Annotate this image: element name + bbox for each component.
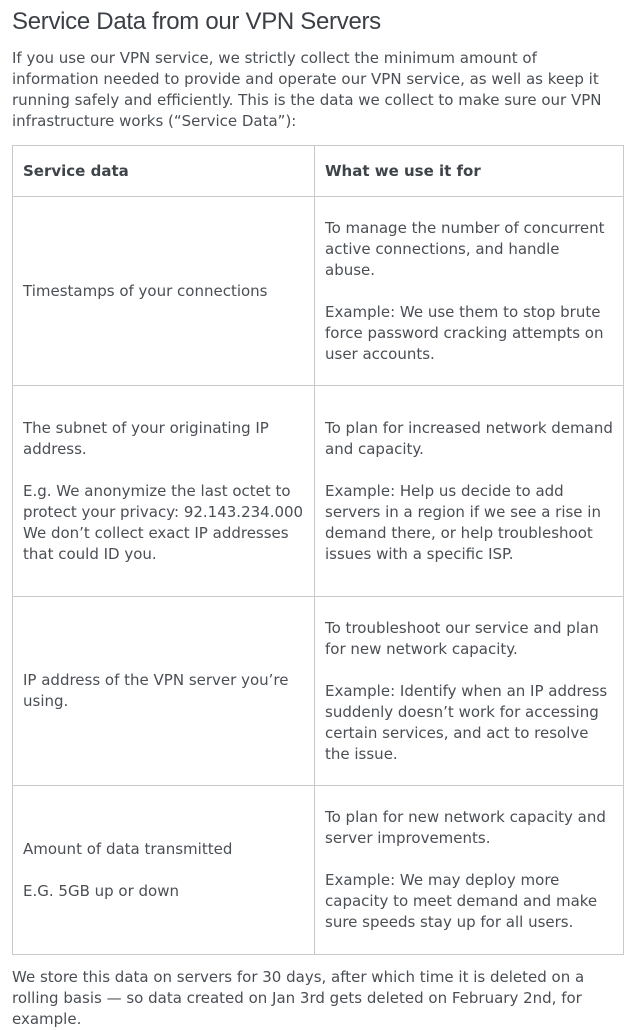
service-data-cell bbox=[13, 386, 315, 597]
use-cell bbox=[315, 386, 624, 597]
cell-example: E.g. We anonymize the last octet to protect your privacy: 92.143.234.000 We don’t collect exact IP addresses that could ID you. bbox=[23, 481, 304, 563]
retention-note: We store this data on servers for 30 days, after which time it is deleted on a rolling basis — so data created on Jan 3rd gets deleted on February 2nd, for example. bbox=[12, 968, 585, 1028]
page-title: Service Data from our VPN Servers bbox=[12, 8, 381, 35]
cell-text: To troubleshoot our service and plan for new network capacity. bbox=[325, 618, 599, 658]
use-cell bbox=[315, 197, 624, 386]
cell-text: The subnet of your originating IP address. bbox=[23, 418, 269, 458]
use-cell bbox=[315, 786, 624, 955]
table-row bbox=[13, 597, 624, 786]
cell-example: Example: Help us decide to add servers in a region if we see a rise in demand there, or help troubleshoot issues with a specific ISP. bbox=[325, 481, 601, 563]
table-header-row bbox=[13, 146, 624, 197]
cell-example: Example: We may deploy more capacity to meet demand and make sure speeds stay up for all users. bbox=[325, 871, 598, 931]
intro-paragraph: If you use our VPN service, we strictly collect the minimum amount of information needed to provide and operate our VPN service, as well as keep it running safely and efficiently. This is the data we collect to make sure our VPN infrastructure works (“Service Data”): bbox=[12, 49, 602, 130]
service-data-cell bbox=[13, 786, 315, 955]
column-header-service-data: Service data bbox=[13, 146, 315, 197]
cell-text: To plan for increased network demand and capacity. bbox=[325, 418, 613, 458]
service-data-table bbox=[12, 145, 624, 955]
service-data-cell bbox=[13, 197, 315, 386]
table-row bbox=[13, 386, 624, 597]
table-row bbox=[13, 197, 624, 386]
table-row bbox=[13, 786, 624, 955]
use-cell bbox=[315, 597, 624, 786]
cell-example: Example: We use them to stop brute force password cracking attempts on user accounts. bbox=[325, 302, 604, 363]
cell-text: To plan for new network capacity and server improvements. bbox=[325, 808, 606, 847]
column-header-use: What we use it for bbox=[315, 146, 624, 197]
service-data-cell bbox=[13, 597, 315, 786]
cell-text: IP address of the VPN server you’re using. bbox=[23, 671, 289, 710]
cell-example: Example: Identify when an IP address suddenly doesn’t work for accessing certain services, and act to resolve the issue. bbox=[325, 681, 608, 763]
cell-text: To manage the number of concurrent active connections, and handle abuse. bbox=[325, 218, 605, 279]
cell-text: Amount of data transmitted bbox=[23, 839, 233, 858]
cell-example: E.G. 5GB up or down bbox=[23, 881, 180, 900]
cell-text: Timestamps of your connections bbox=[23, 281, 268, 300]
